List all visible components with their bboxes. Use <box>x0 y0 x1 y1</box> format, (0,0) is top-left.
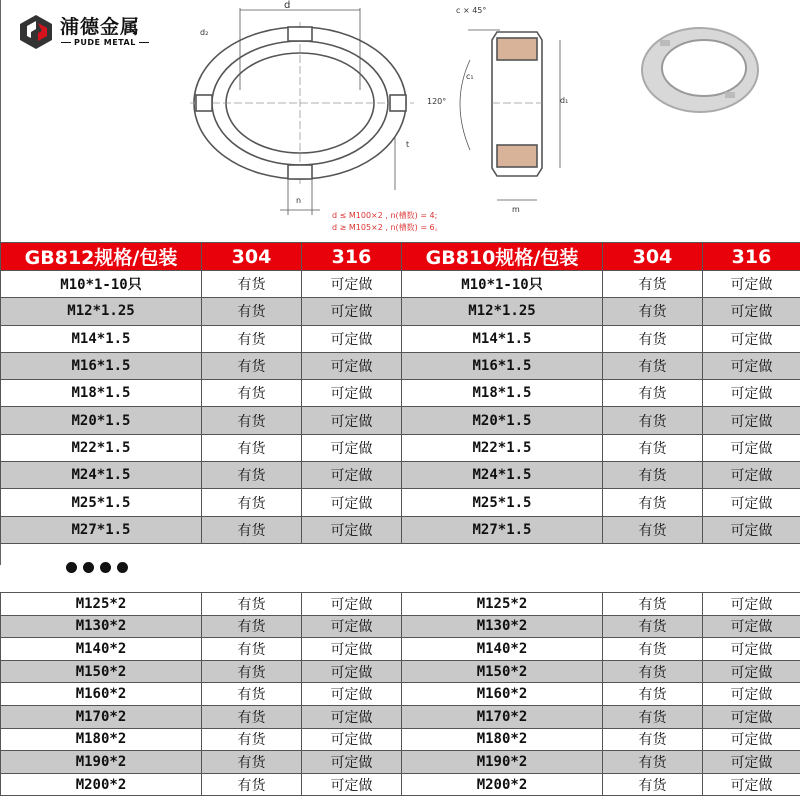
table-cell: M16*1.5 <box>1 352 202 379</box>
ellipsis-dots <box>66 558 136 574</box>
table-cell: 可定做 <box>703 660 800 683</box>
table-cell: M200*2 <box>1 773 202 796</box>
table-cell: 有货 <box>603 615 703 638</box>
table-row <box>1 407 800 434</box>
label-n: n <box>296 196 302 205</box>
table-cell: M22*1.5 <box>1 434 202 461</box>
header-304-b: 304 <box>603 243 703 271</box>
table-cell: 可定做 <box>302 705 402 728</box>
table-row <box>1 352 800 379</box>
table-cell: M150*2 <box>1 660 202 683</box>
table-cell: 有货 <box>202 380 302 407</box>
table-cell: M125*2 <box>402 593 603 616</box>
table-cell: 可定做 <box>703 325 800 352</box>
table-cell: M24*1.5 <box>1 462 202 489</box>
table-cell: M10*1-10只 <box>1 271 202 298</box>
technical-drawing <box>0 0 800 242</box>
table-cell: M14*1.5 <box>1 325 202 352</box>
table-header-row <box>1 243 800 271</box>
table-cell: 有货 <box>202 434 302 461</box>
table-cell: 可定做 <box>703 298 800 325</box>
table-cell: 有货 <box>603 271 703 298</box>
table-cell: 可定做 <box>302 728 402 751</box>
table-cell: M20*1.5 <box>1 407 202 434</box>
table-cell: 有货 <box>603 516 703 543</box>
table-cell: M125*2 <box>1 593 202 616</box>
table-cell: M150*2 <box>402 660 603 683</box>
lower-table-body <box>1 593 800 796</box>
table-cell: M25*1.5 <box>1 489 202 516</box>
front-view <box>190 8 414 215</box>
table-cell: 可定做 <box>703 728 800 751</box>
table-row <box>1 705 800 728</box>
table-row <box>1 751 800 774</box>
table-cell: 可定做 <box>703 751 800 774</box>
table-cell: 可定做 <box>302 298 402 325</box>
table-cell: 有货 <box>202 271 302 298</box>
table-cell: 有货 <box>603 660 703 683</box>
table-cell: 可定做 <box>302 462 402 489</box>
table-cell: 有货 <box>603 773 703 796</box>
table-cell: 可定做 <box>302 773 402 796</box>
table-cell: 有货 <box>202 638 302 661</box>
table-cell: 可定做 <box>302 751 402 774</box>
table-row <box>1 728 800 751</box>
spec-table-lower <box>0 592 800 796</box>
table-row <box>1 516 800 543</box>
table-cell: M20*1.5 <box>402 407 603 434</box>
table-cell: M180*2 <box>1 728 202 751</box>
header-gb810: GB810规格/包装 <box>402 243 603 271</box>
table-cell: 有货 <box>603 325 703 352</box>
product-drawing-header <box>0 0 800 242</box>
table-row <box>1 271 800 298</box>
spec-table-upper <box>0 242 800 544</box>
table-row <box>1 773 800 796</box>
table-cell: M22*1.5 <box>402 434 603 461</box>
table-cell: 有货 <box>202 683 302 706</box>
table-cell: 可定做 <box>302 593 402 616</box>
table-cell: 可定做 <box>302 615 402 638</box>
table-row <box>1 489 800 516</box>
table-cell: 有货 <box>202 751 302 774</box>
table-row <box>1 593 800 616</box>
table-cell: M12*1.25 <box>402 298 603 325</box>
table-cell: 可定做 <box>703 489 800 516</box>
label-m: m <box>512 205 520 214</box>
table-cell: 有货 <box>202 407 302 434</box>
table-cell: M190*2 <box>402 751 603 774</box>
table-cell: 可定做 <box>302 660 402 683</box>
table-cell: 可定做 <box>703 516 800 543</box>
table-cell: 有货 <box>603 489 703 516</box>
table-cell: 可定做 <box>703 434 800 461</box>
table-cell: 有货 <box>202 728 302 751</box>
table-cell: M140*2 <box>402 638 603 661</box>
table-cell: 可定做 <box>703 380 800 407</box>
table-cell: 有货 <box>603 638 703 661</box>
table-row <box>1 462 800 489</box>
table-cell: 有货 <box>603 705 703 728</box>
table-row <box>1 298 800 325</box>
table-cell: 有货 <box>202 705 302 728</box>
header-316-b: 316 <box>703 243 800 271</box>
table-cell: M130*2 <box>1 615 202 638</box>
table-cell: 有货 <box>603 728 703 751</box>
table-cell: 可定做 <box>302 407 402 434</box>
table-cell: 有货 <box>603 593 703 616</box>
table-row <box>1 683 800 706</box>
table-cell: M18*1.5 <box>1 380 202 407</box>
table-cell: 可定做 <box>703 773 800 796</box>
table-cell: 可定做 <box>302 638 402 661</box>
table-cell: M170*2 <box>1 705 202 728</box>
table-cell: M16*1.5 <box>402 352 603 379</box>
table-cell: 可定做 <box>703 638 800 661</box>
table-row <box>1 638 800 661</box>
label-chamfer: c × 45° <box>456 6 487 15</box>
table-cell: M14*1.5 <box>402 325 603 352</box>
table-cell: M130*2 <box>402 615 603 638</box>
table-cell: 可定做 <box>703 705 800 728</box>
table-cell: 有货 <box>202 489 302 516</box>
table-cell: 可定做 <box>703 352 800 379</box>
label-d1: d₁ <box>560 96 569 105</box>
table-cell: 可定做 <box>302 683 402 706</box>
table-cell: M27*1.5 <box>1 516 202 543</box>
table-cell: 可定做 <box>703 615 800 638</box>
table-cell: 有货 <box>202 773 302 796</box>
note-line-1: d ≤ M100×2 , n(槽数) = 4; <box>332 211 438 220</box>
brand-name-cn: 浦德金属 <box>60 16 141 38</box>
table-cell: 可定做 <box>703 462 800 489</box>
table-row <box>1 660 800 683</box>
table-cell: M12*1.25 <box>1 298 202 325</box>
table-cell: 可定做 <box>703 271 800 298</box>
nut-photo <box>642 28 758 112</box>
table-cell: 可定做 <box>703 593 800 616</box>
table-cell: 有货 <box>603 380 703 407</box>
table-cell: 可定做 <box>703 683 800 706</box>
table-cell: 可定做 <box>703 407 800 434</box>
table-cell: 有货 <box>202 298 302 325</box>
note-line-2: d ≥ M105×2 , n(槽数) = 6。 <box>332 223 443 232</box>
table-cell: M27*1.5 <box>402 516 603 543</box>
upper-table-body <box>1 271 800 544</box>
table-cell: 可定做 <box>302 489 402 516</box>
table-cell: 有货 <box>603 434 703 461</box>
table-cell: 有货 <box>202 462 302 489</box>
side-view <box>460 30 560 200</box>
table-cell: M160*2 <box>402 683 603 706</box>
table-cell: 可定做 <box>302 325 402 352</box>
table-cell: 有货 <box>603 407 703 434</box>
table-cell: M170*2 <box>402 705 603 728</box>
table-cell: 有货 <box>202 660 302 683</box>
table-cell: 有货 <box>603 751 703 774</box>
brand-name-en: PUDE METAL <box>58 38 152 47</box>
header-304-a: 304 <box>202 243 302 271</box>
table-cell: 可定做 <box>302 380 402 407</box>
table-cell: M190*2 <box>1 751 202 774</box>
header-gb812: GB812规格/包装 <box>1 243 202 271</box>
table-row <box>1 380 800 407</box>
table-cell: M200*2 <box>402 773 603 796</box>
table-cell: M160*2 <box>1 683 202 706</box>
label-c1: c₁ <box>466 72 474 81</box>
table-cell: 可定做 <box>302 516 402 543</box>
table-cell: 有货 <box>603 683 703 706</box>
label-t: t <box>406 140 410 149</box>
table-cell: 有货 <box>202 352 302 379</box>
table-cell: M18*1.5 <box>402 380 603 407</box>
table-cell: 有货 <box>202 615 302 638</box>
label-120: 120° <box>427 97 447 106</box>
label-d2: d₂ <box>200 28 209 37</box>
table-cell: M10*1-10只 <box>402 271 603 298</box>
table-cell: M24*1.5 <box>402 462 603 489</box>
table-cell: 可定做 <box>302 352 402 379</box>
table-cell: 可定做 <box>302 434 402 461</box>
table-cell: 有货 <box>202 516 302 543</box>
table-cell: M180*2 <box>402 728 603 751</box>
table-cell: M140*2 <box>1 638 202 661</box>
table-cell: 有货 <box>603 462 703 489</box>
table-cell: 有货 <box>603 352 703 379</box>
table-cell: 可定做 <box>302 271 402 298</box>
table-cell: 有货 <box>202 593 302 616</box>
header-316-a: 316 <box>302 243 402 271</box>
table-row <box>1 325 800 352</box>
table-row <box>1 615 800 638</box>
table-row <box>1 434 800 461</box>
table-cell: 有货 <box>603 298 703 325</box>
label-d: d <box>284 0 291 11</box>
table-cell: M25*1.5 <box>402 489 603 516</box>
table-cell: 有货 <box>202 325 302 352</box>
